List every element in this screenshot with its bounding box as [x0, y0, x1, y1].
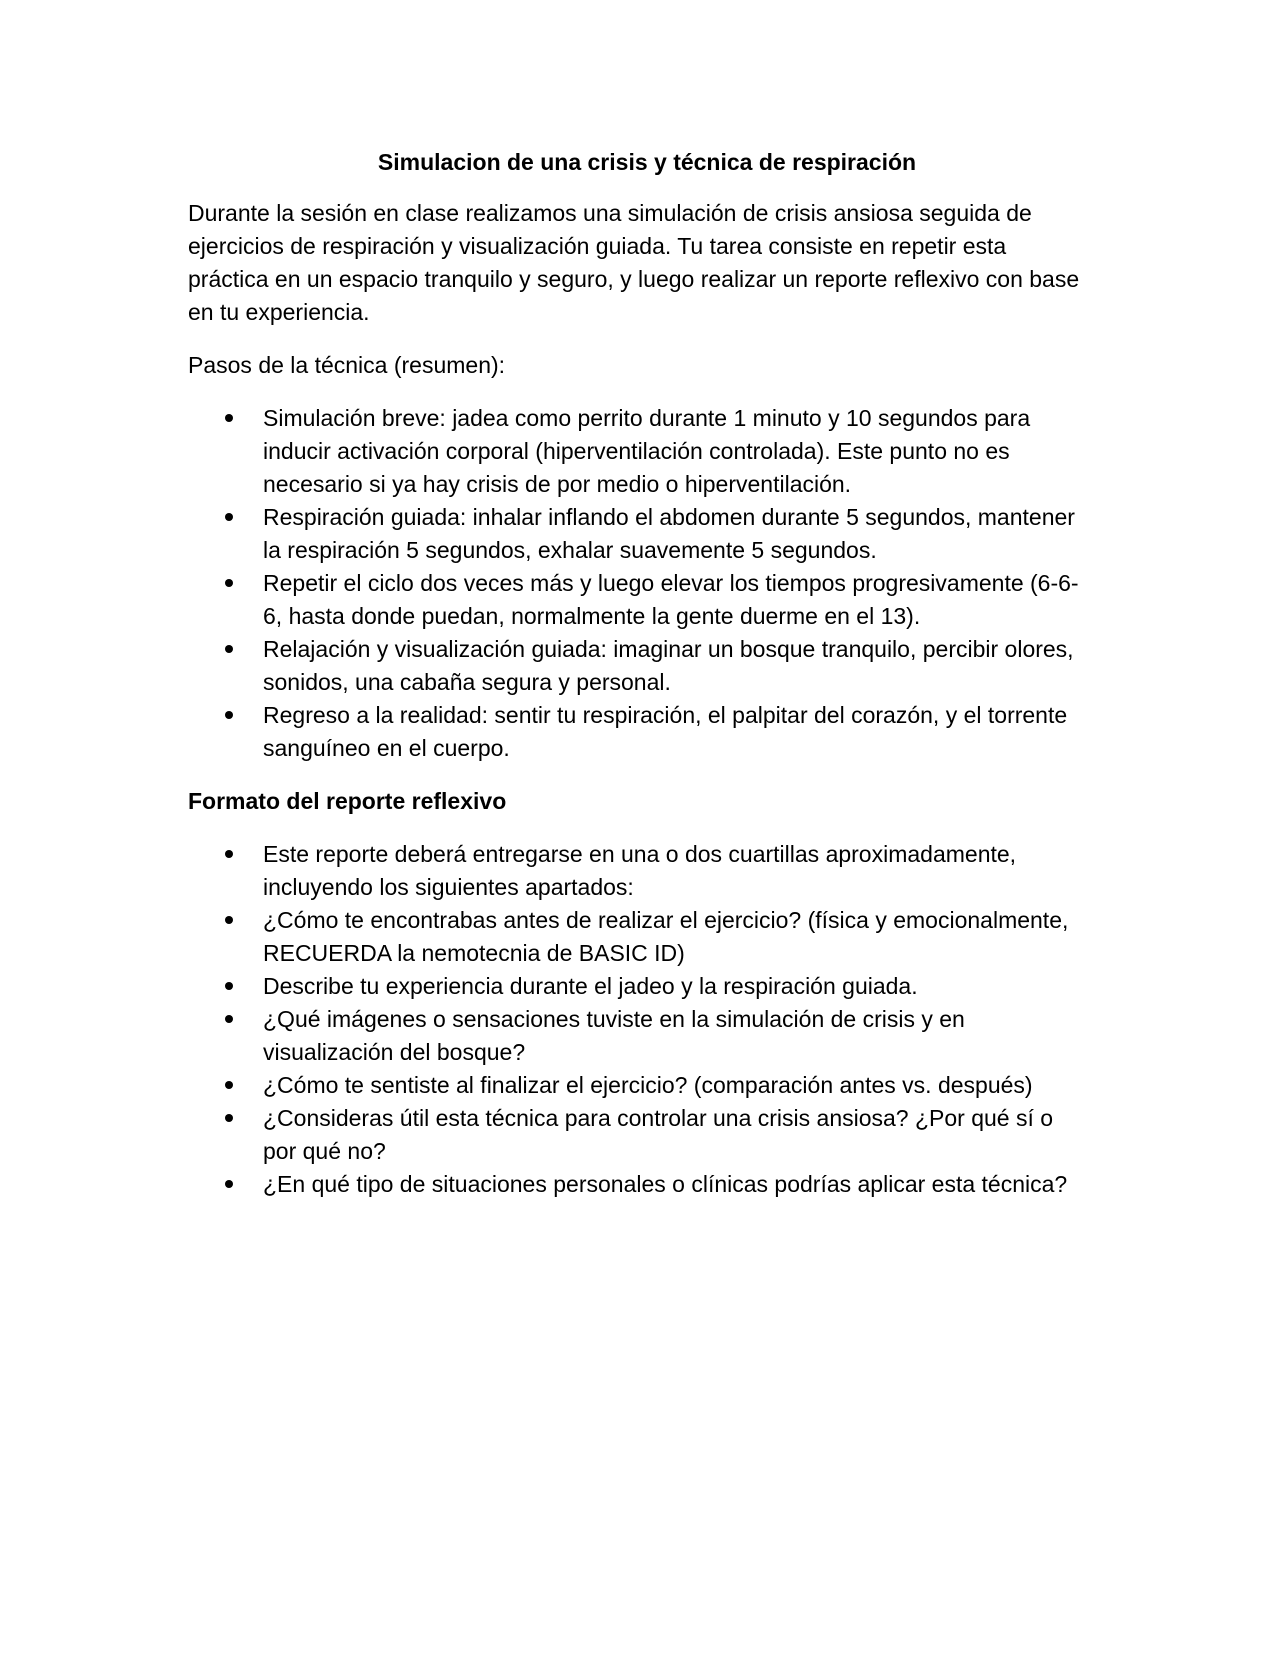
steps-list	[188, 402, 1088, 765]
document-title: Simulacion de una crisis y técnica de respiración	[377, 149, 917, 175]
report-item	[188, 970, 1088, 1003]
step-item	[188, 402, 1088, 501]
report-item	[188, 838, 1088, 904]
bullet-icon	[225, 645, 233, 653]
report-text: ¿Consideras útil esta técnica para controlar una crisis ansiosa? ¿Por qué sí o por qué no?	[263, 1105, 1054, 1164]
steps-heading: Pasos de la técnica (resumen):	[188, 352, 506, 378]
report-item	[188, 904, 1088, 970]
report-text: Describe tu experiencia durante el jadeo y la respiración guiada.	[263, 973, 918, 999]
report-item	[188, 1168, 1088, 1201]
bullet-icon	[225, 1015, 233, 1023]
report-heading: Formato del reporte reflexivo	[188, 788, 507, 814]
report-item	[188, 1102, 1088, 1168]
report-text: Este reporte deberá entregarse en una o dos cuartillas aproximadamente, incluyendo los siguientes apartados:	[263, 841, 1017, 900]
step-item	[188, 567, 1088, 633]
step-text: Simulación breve: jadea como perrito durante 1 minuto y 10 segundos para inducir activación corporal (hiperventilación controlada). Este punto no es necesario si ya hay crisis de por medio o hiperventilación.	[263, 405, 1031, 497]
bullet-icon	[225, 579, 233, 587]
report-text: ¿Cómo te encontrabas antes de realizar el ejercicio? (física y emocionalmente, RECUERDA la nemotecnia de BASIC ID)	[263, 907, 1069, 966]
bullet-icon	[225, 916, 233, 924]
step-text: Regreso a la realidad: sentir tu respiración, el palpitar del corazón, y el torrente sanguíneo en el cuerpo.	[263, 702, 1068, 761]
report-text: ¿Qué imágenes o sensaciones tuviste en la simulación de crisis y en visualización del bosque?	[263, 1006, 965, 1065]
intro-paragraph: Durante la sesión en clase realizamos una simulación de crisis ansiosa seguida de ejercicios de respiración y visualización guiada. Tu tarea consiste en repetir esta práctica en un espacio tranquilo y seguro, y luego realizar un reporte reflexivo con base en tu experiencia.	[188, 200, 1080, 325]
step-text: Repetir el ciclo dos veces más y luego elevar los tiempos progresivamente (6-6-6, hasta donde puedan, normalmente la gente duerme en el 13).	[263, 570, 1079, 629]
bullet-icon	[225, 1114, 233, 1122]
document-page	[188, 146, 1088, 1221]
bullet-icon	[225, 513, 233, 521]
bullet-icon	[225, 414, 233, 422]
report-item	[188, 1069, 1088, 1102]
bullet-icon	[225, 711, 233, 719]
bullet-icon	[225, 982, 233, 990]
bullet-icon	[225, 1180, 233, 1188]
bullet-icon	[225, 850, 233, 858]
step-item	[188, 699, 1088, 765]
step-text: Relajación y visualización guiada: imaginar un bosque tranquilo, percibir olores, sonidos, una cabaña segura y personal.	[263, 636, 1074, 695]
report-item	[188, 1003, 1088, 1069]
step-item	[188, 501, 1088, 567]
step-item	[188, 633, 1088, 699]
bullet-icon	[225, 1081, 233, 1089]
report-list	[188, 838, 1088, 1201]
step-text: Respiración guiada: inhalar inflando el abdomen durante 5 segundos, mantener la respiración 5 segundos, exhalar suavemente 5 segundos.	[263, 504, 1075, 563]
report-text: ¿Cómo te sentiste al finalizar el ejercicio? (comparación antes vs. después)	[263, 1072, 1033, 1098]
report-text: ¿En qué tipo de situaciones personales o clínicas podrías aplicar esta técnica?	[263, 1171, 1068, 1197]
